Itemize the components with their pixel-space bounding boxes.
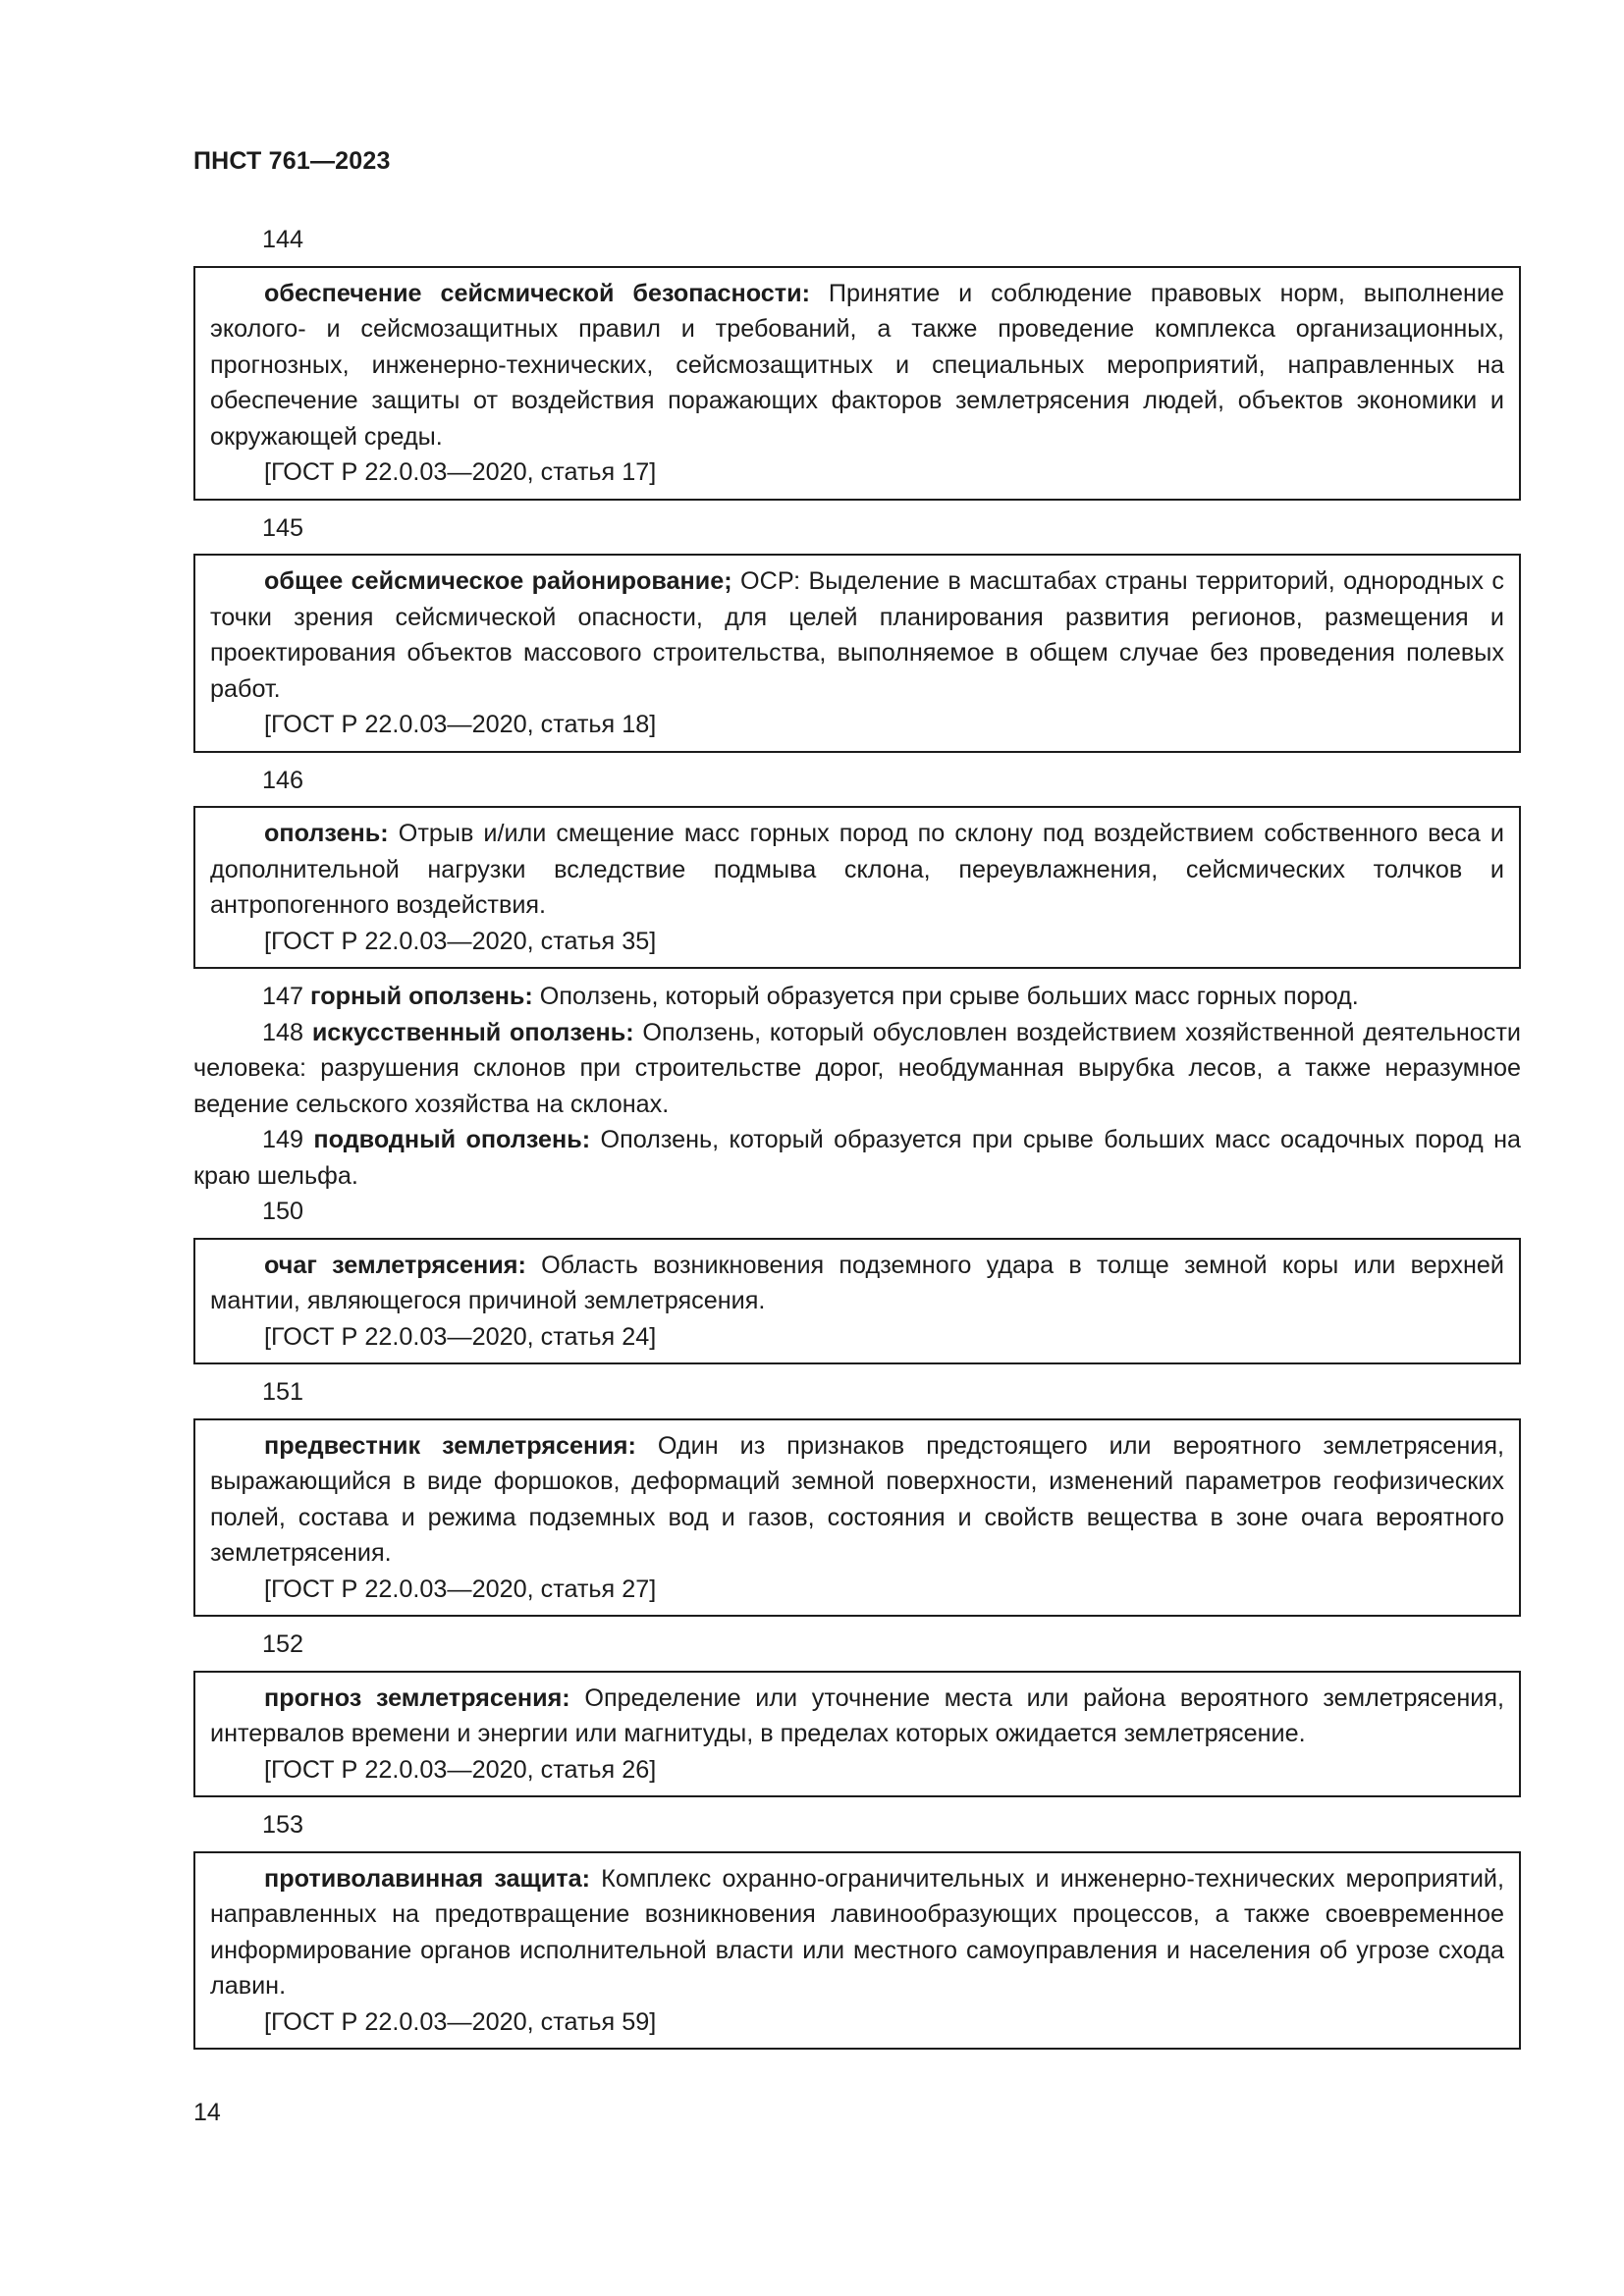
- term-text: Оползень, который образуется при срыве больших масс осадочных пород на краю шельфа.: [193, 1126, 1522, 1190]
- term-title: предвестник землетрясения:: [264, 1431, 636, 1460]
- term-number: 145: [262, 513, 304, 542]
- term-definition: [210, 276, 1504, 455]
- term-title: горный оползень:: [310, 983, 533, 1010]
- term-definition: [210, 816, 1504, 924]
- term-title: подводный оползень:: [313, 1126, 591, 1153]
- term-text: Оползень, который обусловлен воздействием хозяйственной деятельности человека: разрушения склонов при строительстве дорог, необдуманная вырубка лесов, а также неразумное ведение сельского хозяйства на склонах.: [193, 1018, 1521, 1118]
- term-definition: [210, 1248, 1504, 1319]
- term-text: Область возникновения подземного удара в толще земной коры или верхней мантии, являющегося причиной землетрясения.: [210, 1251, 1504, 1314]
- term-source: [ГОСТ Р 22.0.03—2020, статья 27]: [264, 1575, 657, 1603]
- term-source: [ГОСТ Р 22.0.03—2020, статья 35]: [264, 927, 657, 955]
- page-number: 14: [193, 2099, 221, 2126]
- term-paragraph: [193, 1122, 1521, 1194]
- term-definition: [210, 1861, 1504, 2004]
- term-title: искусственный оползень:: [311, 1018, 634, 1046]
- term-title: оползень:: [264, 820, 389, 847]
- term-definition: [210, 1681, 1504, 1752]
- term-box: [193, 1238, 1521, 1365]
- term-number: 147: [262, 983, 304, 1010]
- term-source: [ГОСТ Р 22.0.03—2020, статья 17]: [264, 458, 657, 486]
- term-title: очаг землетрясения:: [264, 1251, 526, 1279]
- term-text: Оползень, который образуется при срыве больших масс горных пород.: [532, 983, 1359, 1010]
- term-paragraph: [193, 1015, 1521, 1123]
- term-text: Принятие и соблюдение правовых норм, выполнение эколого- и сейсмозащитных правил и требований, а также проведение комплекса организационных, прогнозных, инженерно-технических, сейсмозащитных и специальных мероприятий, направленных на обеспечение защиты от воздействия поражающих факторов землетрясения людей, объектов экономики и окружающей среды.: [210, 279, 1504, 451]
- term-number: 151: [262, 1378, 304, 1406]
- terms-list: [193, 222, 1521, 2059]
- term-title: прогноз землетрясения:: [264, 1683, 570, 1712]
- term-title: общее сейсмическое районирование;: [264, 567, 732, 595]
- term-number: 144: [262, 226, 304, 253]
- term-text: Отрыв и/или смещение масс горных пород по склону под воздействием собственного веса и дополнительной нагрузки вследствие подмыва склона, переувлажнения, сейсмических толчков и антропогенного воздействия.: [210, 820, 1504, 919]
- term-box: [193, 1671, 1521, 1798]
- term-title: противолавинная защита:: [264, 1864, 591, 1893]
- term-box: [193, 806, 1521, 969]
- term-box: [193, 266, 1521, 501]
- term-definition: [210, 1428, 1504, 1572]
- term-number: 146: [262, 766, 304, 794]
- term-number: 153: [262, 1811, 304, 1839]
- term-source: [ГОСТ Р 22.0.03—2020, статья 59]: [264, 2007, 657, 2036]
- term-number: 152: [262, 1630, 304, 1658]
- term-source: [ГОСТ Р 22.0.03—2020, статья 18]: [264, 711, 657, 738]
- term-title: обеспечение сейсмической безопасности:: [264, 279, 810, 307]
- term-box: [193, 554, 1521, 753]
- term-box: [193, 1851, 1521, 2051]
- term-number: 148: [262, 1018, 304, 1046]
- term-number: 149: [262, 1126, 304, 1153]
- term-text: ОСР: Выделение в масштабах страны территорий, однородных с точки зрения сейсмической опасности, для целей планирования развития регионов, размещения и проектирования объектов массового строительства, выполняемое в общем случае без проведения полевых работ.: [210, 567, 1504, 703]
- term-text: Комплекс охранно-ограничительных и инженерно-технических мероприятий, направленных на предотвращение возникновения лавинообразующих процессов, а также своевременное информирование органов исполнительной власти или местного самоуправления и населения об угрозе схода лавин.: [210, 1864, 1504, 2000]
- document-header: ПНСТ 761—2023: [193, 147, 391, 175]
- term-box: [193, 1418, 1521, 1618]
- term-text: Один из признаков предстоящего или вероятного землетрясения, выражающийся в виде форшоков, деформаций земной поверхности, изменений параметров геофизических полей, состава и режима подземных вод и газов, состояния и свойств вещества в зоне очага вероятного землетрясения.: [210, 1431, 1505, 1567]
- term-text: Определение или уточнение места или района вероятного землетрясения, интервалов времени и энергии или магнитуды, в пределах которых ожидается землетрясение.: [210, 1683, 1504, 1747]
- term-definition: [210, 563, 1504, 707]
- term-paragraph: [193, 979, 1521, 1015]
- term-source: [ГОСТ Р 22.0.03—2020, статья 26]: [264, 1755, 657, 1784]
- term-number: 150: [262, 1198, 304, 1225]
- term-source: [ГОСТ Р 22.0.03—2020, статья 24]: [264, 1322, 657, 1351]
